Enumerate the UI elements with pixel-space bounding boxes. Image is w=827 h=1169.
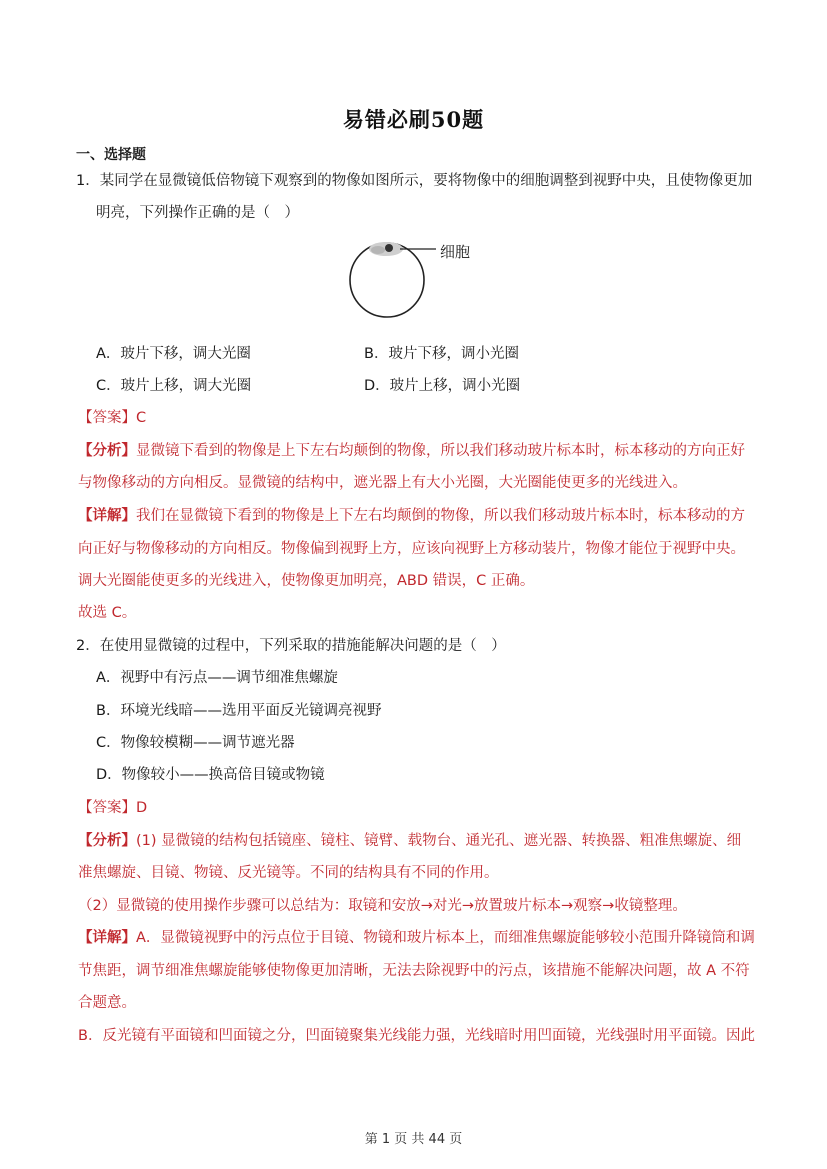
q1-option-b: B．玻片下移，调小光圈	[364, 346, 519, 362]
section-heading: 一、选择题	[76, 147, 146, 163]
q1-detail-tag: 【详解】	[78, 508, 136, 524]
q2-option-a: A．视野中有污点——调节细准焦螺旋	[96, 670, 338, 686]
q1-stem-line1: 1．某同学在显微镜低倍物镜下观察到的物像如图所示，要将物像中的细胞调整到视野中央，且使物像更加	[76, 173, 753, 189]
microscope-field-figure	[340, 232, 480, 328]
q2-detail-line1	[78, 929, 755, 947]
q2-detail-line2: 节焦距，调节细准焦螺旋能够使物像更加清晰，无法去除视野中的污点，该措施不能解决问题，故 A 不符	[78, 963, 750, 979]
q2-detail-line4: B．反光镜有平面镜和凹面镜之分，凹面镜聚集光线能力强，光线暗时用凹面镜，光线强时用平面镜。因此	[78, 1028, 755, 1044]
q1-analysis-line1	[78, 442, 745, 460]
q1-detail-line3: 调大光圈能使更多的光线进入，使物像更加明亮，ABD 错误，C 正确。	[78, 573, 535, 589]
q1-option-c: C．玻片上移，调大光圈	[96, 378, 252, 394]
page-title: 易错必刷50题	[342, 107, 485, 132]
cell-shade	[371, 246, 385, 254]
q1-option-a: A．玻片下移，调大光圈	[96, 346, 251, 362]
q1-conclusion: 故选 C。	[78, 605, 137, 621]
q1-analysis-text1: 显微镜下看到的物像是上下左右均颠倒的物像，所以我们移动玻片标本时，标本移动的方向正好	[136, 443, 745, 459]
q1-detail-text1: 我们在显微镜下看到的物像是上下左右均颠倒的物像，所以我们移动玻片标本时，标本移动的方	[136, 508, 745, 524]
q2-answer: 【答案】D	[78, 800, 148, 816]
q2-option-b: B．环境光线暗——选用平面反光镜调亮视野	[96, 703, 382, 719]
q2-analysis-line2: 准焦螺旋、目镜、物镜、反光镜等。不同的结构具有不同的作用。	[78, 865, 499, 881]
q1-answer: 【答案】C	[78, 410, 147, 426]
q2-analysis-text1: (1) 显微镜的结构包括镜座、镜柱、镜臂、载物台、通光孔、遮光器、转换器、粗准焦螺旋、细	[136, 833, 742, 849]
q1-analysis-tag: 【分析】	[78, 443, 136, 459]
q1-stem-line2: 明亮，下列操作正确的是（ ）	[96, 205, 299, 221]
q1-detail-line2: 向正好与物像移动的方向相反。物像偏到视野上方，应该向视野上方移动装片，物像才能位于视野中央。	[78, 541, 745, 557]
q1-option-d: D．玻片上移，调小光圈	[364, 378, 521, 394]
page-footer: 第 1 页 共 44 页	[364, 1132, 463, 1147]
cell-nucleus	[385, 244, 393, 252]
cell-label: 细胞	[440, 243, 471, 261]
q2-stem: 2．在使用显微镜的过程中，下列采取的措施能解决问题的是（ ）	[76, 638, 506, 654]
q2-option-d: D．物像较小——换高倍目镜或物镜	[96, 767, 325, 783]
q2-analysis-line3: （2）显微镜的使用操作步骤可以总结为：取镜和安放→对光→放置玻片标本→观察→收镜整理。	[78, 898, 687, 914]
q2-analysis-tag: 【分析】	[78, 833, 136, 849]
q2-detail-text1: A．显微镜视野中的污点位于目镜、物镜和玻片标本上，而细准焦螺旋能够较小范围升降镜筒和调	[136, 930, 755, 946]
q1-analysis-line2: 与物像移动的方向相反。显微镜的结构中，遮光器上有大小光圈，大光圈能使更多的光线进入。	[78, 475, 687, 491]
q2-analysis-line1	[78, 832, 741, 850]
q1-detail-line1	[78, 507, 745, 525]
q2-option-c: C．物像较模糊——调节遮光器	[96, 735, 295, 751]
q2-detail-line3: 合题意。	[78, 995, 136, 1011]
q2-detail-tag: 【详解】	[78, 930, 136, 946]
